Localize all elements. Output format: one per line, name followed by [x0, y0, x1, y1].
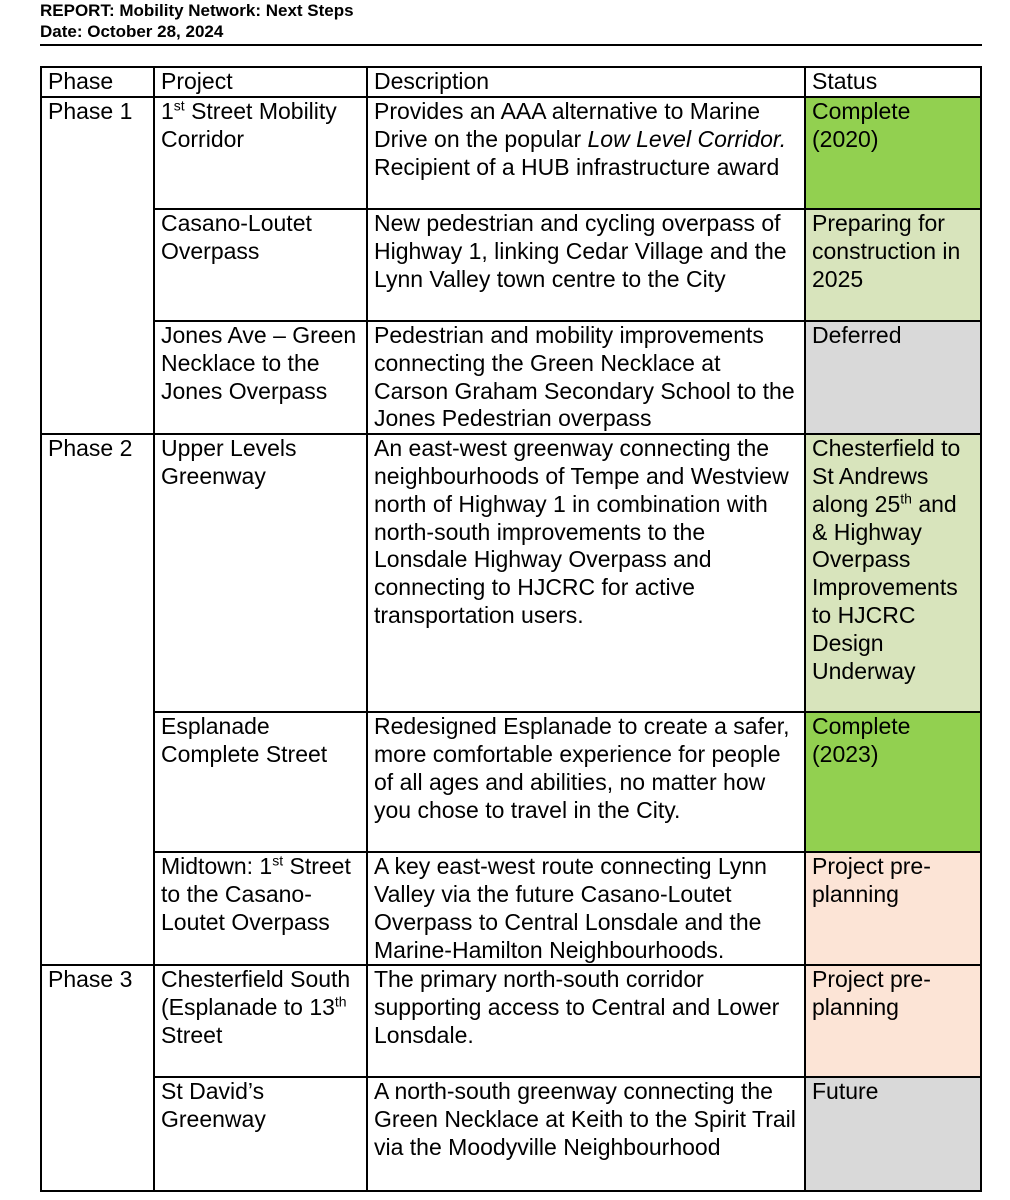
header-status: Status [805, 67, 981, 97]
ordinal-suffix: th [900, 490, 912, 507]
project-text: Street Mobility Corridor [161, 98, 337, 152]
project-cell: Casano-Loutet Overpass [154, 209, 367, 321]
description-cell [367, 97, 805, 209]
description-cell: New pedestrian and cycling overpass of Highway 1, linking Cedar Village and the Lynn Valley town centre to the City [367, 209, 805, 321]
table-row [41, 852, 981, 965]
description-emphasis: Low Level Corridor. [587, 125, 787, 152]
description-cell: An east-west greenway connecting the neighbourhoods of Tempe and Westview north of Highway 1 in combination with north-south improvements to the Lonsdale Highway Overpass and connecting to HJCRC for active transportation users. [367, 434, 805, 712]
project-text: 1 [161, 98, 174, 124]
description-cell: The primary north-south corridor supporting access to Central and Lower Lonsdale. [367, 965, 805, 1077]
header-phase: Phase [41, 67, 154, 97]
project-cell: Jones Ave – Green Necklace to the Jones Overpass [154, 321, 367, 434]
description-cell: Redesigned Esplanade to create a safer, more comfortable experience for people of all ages and abilities, no matter how you chose to travel in the City. [367, 712, 805, 852]
description-cell: A key east-west route connecting Lynn Valley via the future Casano-Loutet Overpass to Central Lonsdale and the Marine-Hamilton Neighbourhoods. [367, 852, 805, 965]
status-text: and & Highway Overpass Improvements to HJCRC Design Underway [812, 490, 958, 684]
status-text: Chesterfield to St Andrews along 25 [812, 435, 961, 517]
project-text: Street to the Casano-Loutet Overpass [161, 853, 351, 935]
project-cell [154, 97, 367, 209]
report-title: REPORT: Mobility Network: Next Steps [40, 1, 354, 20]
ordinal-suffix: st [173, 97, 185, 114]
table-row [41, 97, 981, 209]
description-text: Provides an AAA alternative to Marine Drive on the popular [374, 98, 761, 152]
project-cell: St David’s Greenway [154, 1077, 367, 1191]
description-cell: Pedestrian and mobility improvements connecting the Green Necklace at Carson Graham Secondary School to the Jones Pedestrian overpass [367, 321, 805, 434]
table-header-row [41, 67, 981, 97]
header-divider [40, 44, 982, 46]
header-description: Description [367, 67, 805, 97]
report-date: Date: October 28, 2024 [40, 22, 224, 41]
project-text: Midtown: 1 [161, 853, 273, 880]
phase-cell: Phase 1 [41, 97, 154, 434]
project-text: Street [161, 1021, 223, 1048]
project-cell [154, 965, 367, 1077]
table-row [41, 965, 981, 1077]
table-row [41, 1077, 981, 1191]
status-cell: Project pre-planning [805, 852, 981, 965]
table-row [41, 712, 981, 852]
status-cell: Future [805, 1077, 981, 1191]
table-row [41, 434, 981, 712]
phase-cell: Phase 3 [41, 965, 154, 1191]
projects-table [40, 66, 982, 1192]
ordinal-suffix: st [272, 852, 284, 869]
status-cell: Preparing for construction in 2025 [805, 209, 981, 321]
status-cell: Complete (2023) [805, 712, 981, 852]
table-row [41, 209, 981, 321]
description-cell: A north-south greenway connecting the Green Necklace at Keith to the Spirit Trail via the Moodyville Neighbourhood [367, 1077, 805, 1191]
status-cell: Deferred [805, 321, 981, 434]
project-cell: Esplanade Complete Street [154, 712, 367, 852]
project-text: Chesterfield South (Esplanade to 13 [161, 966, 351, 1021]
report-header [40, 0, 982, 42]
table-row [41, 321, 981, 434]
status-cell [805, 434, 981, 712]
project-cell [154, 852, 367, 965]
description-text: Recipient of a HUB infrastructure award [374, 153, 780, 180]
status-cell: Complete (2020) [805, 97, 981, 209]
phase-cell: Phase 2 [41, 434, 154, 965]
ordinal-suffix: th [334, 993, 347, 1010]
status-cell: Project pre-planning [805, 965, 981, 1077]
header-project: Project [154, 67, 367, 97]
project-cell: Upper Levels Greenway [154, 434, 367, 712]
